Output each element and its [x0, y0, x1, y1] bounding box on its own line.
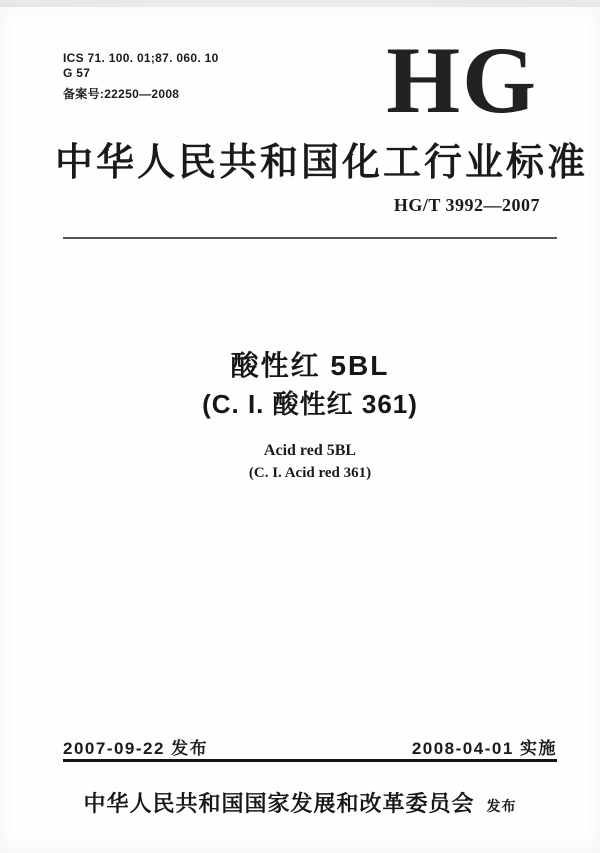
title-zh-line1: 酸性红 5BL [230, 350, 390, 381]
issuer-name: 中华人民共和国国家发展和改革委员会 [83, 791, 475, 816]
title-en-line1: Acid red 5BL [263, 442, 357, 459]
record-number: 备案号:22250—2008 [63, 87, 180, 101]
title-english [63, 441, 557, 483]
footer-divider-line [63, 759, 557, 762]
title-chinese [63, 349, 557, 421]
issue-date: 2007-09-22 发布 [63, 739, 209, 758]
title-zh-line2: (C. I. 酸性红 361) [202, 389, 418, 419]
hg-logo: HG [386, 27, 538, 133]
implement-date: 2008-04-01 实施 [411, 739, 557, 758]
ics-code: ICS 71. 100. 01;87. 060. 10 [63, 51, 219, 65]
issuer-row [40, 787, 560, 818]
standard-number: HG/T 3992—2007 [393, 195, 540, 215]
header-divider-line [63, 237, 557, 239]
date-row [63, 734, 557, 759]
document-meta [63, 51, 219, 102]
issuer-publish-label: 发布 [486, 798, 517, 814]
title-en-line2: (C. I. Acid red 361) [248, 465, 372, 481]
standard-type-title: 中华人民共和国化工行业标准 [55, 142, 589, 184]
classification-code: G 57 [63, 66, 91, 80]
scan-edge-artifact [0, 3, 600, 7]
